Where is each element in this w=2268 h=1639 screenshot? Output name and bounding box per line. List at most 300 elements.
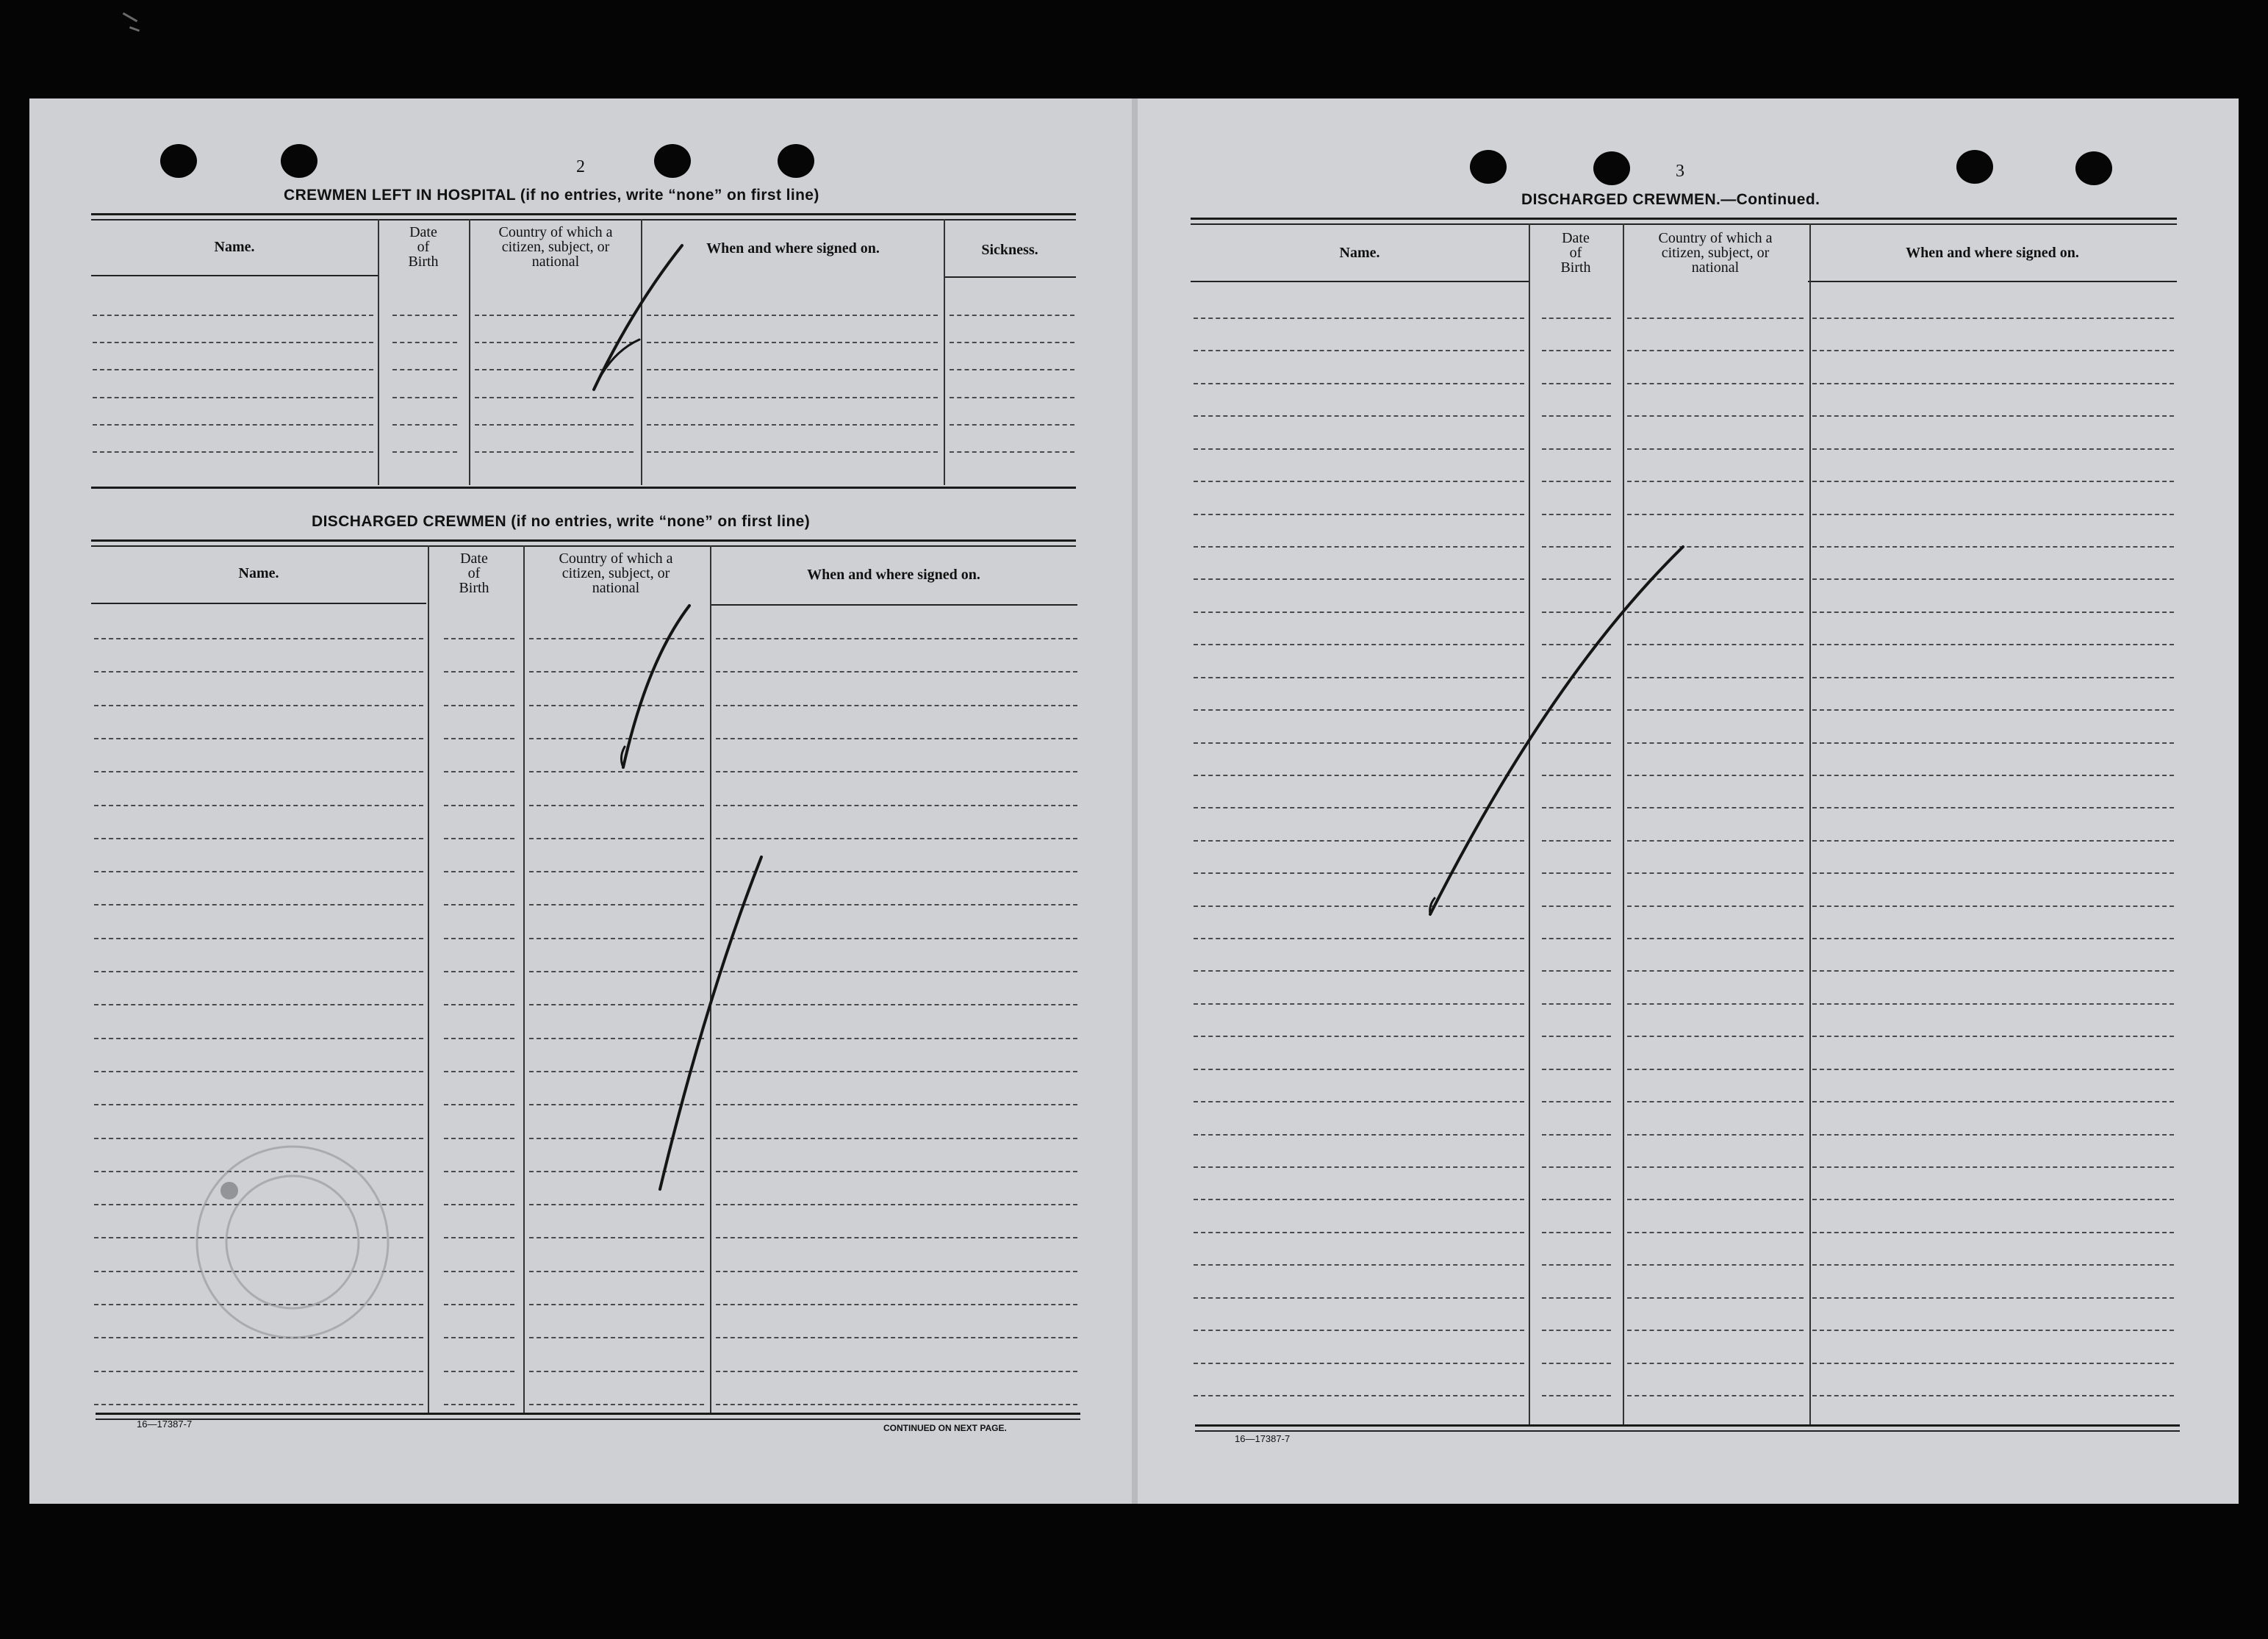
blank-entry-line	[1812, 514, 2174, 515]
blank-entry-line	[716, 705, 1077, 706]
punch-hole	[778, 144, 814, 178]
blank-entry-line	[1812, 677, 2174, 678]
blank-entry-line	[444, 1271, 514, 1272]
blank-entry-line	[1812, 612, 2174, 613]
blank-entry-line	[716, 1337, 1077, 1338]
blank-entry-line	[1194, 1069, 1524, 1070]
blank-entry-line	[1627, 1003, 1804, 1005]
blank-entry-line	[1542, 612, 1611, 613]
blank-entry-line	[94, 671, 423, 673]
blank-entry-line	[716, 1071, 1077, 1072]
blank-entry-line	[716, 1371, 1077, 1372]
blank-entry-line	[529, 938, 704, 939]
blank-entry-line	[94, 805, 423, 806]
blank-entry-line	[1812, 905, 2174, 907]
blank-entry-line	[529, 904, 704, 905]
continued-note: CONTINUED ON NEXT PAGE.	[883, 1423, 1007, 1433]
blank-entry-line	[1542, 318, 1611, 319]
blank-entry-line	[1542, 415, 1611, 417]
column-header-name: Name.	[1339, 245, 1380, 261]
blank-entry-line	[1812, 1134, 2174, 1136]
blank-entry-line	[1627, 415, 1804, 417]
blank-entry-line	[444, 805, 514, 806]
blank-entry-line	[444, 1138, 514, 1139]
blank-entry-line	[529, 871, 704, 872]
blank-entry-line	[529, 971, 704, 972]
blank-entry-line	[716, 1271, 1077, 1272]
blank-entry-line	[1194, 905, 1524, 907]
blank-entry-line	[1542, 546, 1611, 548]
blank-entry-line	[444, 1337, 514, 1338]
column-divider	[944, 219, 945, 485]
blank-entry-line	[1812, 1363, 2174, 1364]
column-header-sickness: Sickness.	[981, 242, 1038, 258]
blank-entry-line	[647, 315, 938, 316]
blank-entry-line	[1812, 578, 2174, 580]
table-top-rule	[91, 219, 1076, 220]
blank-entry-line	[1627, 1232, 1804, 1233]
form-number: 16—17387-7	[1235, 1433, 1291, 1444]
scan-speck	[123, 12, 138, 23]
blank-entry-line	[1542, 481, 1611, 482]
blank-entry-line	[1542, 1264, 1611, 1266]
blank-entry-line	[1627, 383, 1804, 384]
blank-entry-line	[1812, 1069, 2174, 1070]
blank-entry-line	[529, 705, 704, 706]
blank-entry-line	[1542, 383, 1611, 384]
blank-entry-line	[1194, 1395, 1524, 1396]
blank-entry-line	[529, 1004, 704, 1005]
table-top-rule	[1191, 223, 2177, 225]
column-divider	[523, 545, 525, 1413]
blank-entry-line	[1812, 383, 2174, 384]
blank-entry-line	[1627, 872, 1804, 874]
blank-entry-line	[1627, 448, 1804, 450]
blank-entry-line	[1542, 742, 1611, 744]
blank-entry-line	[1812, 938, 2174, 939]
blank-entry-line	[94, 1337, 423, 1338]
blank-entry-line	[1627, 938, 1804, 939]
blank-entry-line	[1194, 1363, 1524, 1364]
blank-entry-line	[1194, 1330, 1524, 1331]
blank-entry-line	[716, 971, 1077, 972]
blank-entry-line	[1812, 448, 2174, 450]
punch-hole	[2075, 151, 2112, 185]
blank-entry-line	[94, 904, 423, 905]
blank-entry-line	[444, 871, 514, 872]
blank-entry-line	[93, 369, 373, 370]
blank-entry-line	[529, 1304, 704, 1305]
blank-entry-line	[716, 638, 1077, 639]
blank-entry-line	[716, 805, 1077, 806]
page-fold	[1132, 98, 1138, 1504]
blank-entry-line	[1194, 383, 1524, 384]
blank-entry-line	[950, 315, 1074, 316]
blank-entry-line	[1627, 350, 1804, 351]
blank-entry-line	[94, 1138, 423, 1139]
blank-entry-line	[1194, 807, 1524, 808]
blank-entry-line	[444, 1304, 514, 1305]
blank-entry-line	[1542, 1134, 1611, 1136]
column-divider	[469, 219, 470, 485]
punch-hole	[1470, 150, 1507, 184]
blank-entry-line	[1542, 644, 1611, 645]
blank-entry-line	[444, 1237, 514, 1238]
blank-entry-line	[647, 451, 938, 453]
blank-entry-line	[1627, 970, 1804, 972]
blank-entry-line	[1812, 840, 2174, 842]
blank-entry-line	[1194, 742, 1524, 744]
blank-entry-line	[1542, 1069, 1611, 1070]
blank-entry-line	[950, 424, 1074, 426]
blank-entry-line	[444, 1171, 514, 1172]
blank-entry-line	[94, 1271, 423, 1272]
blank-entry-line	[94, 971, 423, 972]
page-number: 2	[576, 157, 585, 176]
blank-entry-line	[1812, 481, 2174, 482]
header-bottom-rule	[91, 275, 378, 276]
blank-entry-line	[1542, 905, 1611, 907]
column-header-country: Country of which a citizen, subject, or national	[498, 224, 613, 270]
column-header-name: Name.	[238, 565, 279, 581]
blank-entry-line	[1542, 1003, 1611, 1005]
blank-entry-line	[1194, 1134, 1524, 1136]
blank-entry-line	[1194, 546, 1524, 548]
blank-entry-line	[93, 397, 373, 398]
blank-entry-line	[529, 1404, 704, 1405]
blank-entry-line	[1812, 1232, 2174, 1233]
blank-entry-line	[1812, 775, 2174, 776]
blank-entry-line	[1627, 1395, 1804, 1396]
blank-entry-line	[1194, 578, 1524, 580]
blank-entry-line	[716, 938, 1077, 939]
blank-entry-line	[529, 1337, 704, 1338]
blank-entry-line	[475, 397, 634, 398]
blank-entry-line	[1627, 1297, 1804, 1299]
blank-entry-line	[475, 424, 634, 426]
blank-entry-line	[529, 1171, 704, 1172]
blank-entry-line	[1542, 872, 1611, 874]
blank-entry-line	[1627, 644, 1804, 645]
blank-entry-line	[950, 342, 1074, 343]
blank-entry-line	[1627, 905, 1804, 907]
blank-entry-line	[475, 315, 634, 316]
blank-entry-line	[1542, 840, 1611, 842]
blank-entry-line	[1542, 938, 1611, 939]
column-divider	[710, 545, 711, 1413]
blank-entry-line	[716, 1204, 1077, 1205]
blank-entry-line	[94, 871, 423, 872]
blank-entry-line	[716, 838, 1077, 839]
blank-entry-line	[392, 315, 457, 316]
blank-entry-line	[1812, 350, 2174, 351]
blank-entry-line	[94, 1204, 423, 1205]
right-page	[1136, 98, 2239, 1504]
column-divider	[1623, 223, 1624, 1426]
table-bottom-rule	[96, 1419, 1080, 1420]
column-header-signed-on: When and where signed on.	[706, 240, 880, 257]
column-divider	[1529, 223, 1530, 1426]
blank-entry-line	[1542, 350, 1611, 351]
blank-entry-line	[444, 904, 514, 905]
column-header-signed-on: When and where signed on.	[1906, 245, 2079, 261]
blank-entry-line	[950, 369, 1074, 370]
blank-entry-line	[1194, 1101, 1524, 1102]
blank-entry-line	[93, 451, 373, 453]
blank-entry-line	[444, 1104, 514, 1105]
punch-hole	[1956, 150, 1993, 184]
blank-entry-line	[1627, 578, 1804, 580]
blank-entry-line	[1194, 415, 1524, 417]
blank-entry-line	[1194, 481, 1524, 482]
blank-entry-line	[1194, 677, 1524, 678]
blank-entry-line	[93, 315, 373, 316]
blank-entry-line	[392, 397, 457, 398]
scan-speck	[129, 26, 140, 32]
blank-entry-line	[94, 1038, 423, 1039]
blank-entry-line	[1627, 1036, 1804, 1037]
blank-entry-line	[1542, 1395, 1611, 1396]
table-bottom-rule	[96, 1413, 1080, 1415]
blank-entry-line	[444, 1071, 514, 1072]
blank-entry-line	[1812, 1003, 2174, 1005]
blank-entry-line	[1194, 1166, 1524, 1168]
blank-entry-line	[93, 424, 373, 426]
blank-entry-line	[444, 1371, 514, 1372]
blank-entry-line	[1627, 742, 1804, 744]
blank-entry-line	[1812, 807, 2174, 808]
blank-entry-line	[1627, 1069, 1804, 1070]
blank-entry-line	[1542, 1363, 1611, 1364]
blank-entry-line	[444, 1004, 514, 1005]
blank-entry-line	[392, 342, 457, 343]
blank-entry-line	[1542, 970, 1611, 972]
table-bottom-rule	[1195, 1430, 2180, 1432]
blank-entry-line	[475, 369, 634, 370]
blank-entry-line	[1194, 872, 1524, 874]
blank-entry-line	[529, 1371, 704, 1372]
blank-entry-line	[1812, 1297, 2174, 1299]
table-top-rule	[91, 545, 1076, 547]
blank-entry-line	[1627, 1363, 1804, 1364]
blank-entry-line	[716, 771, 1077, 772]
header-bottom-rule	[1808, 281, 2177, 282]
blank-entry-line	[1627, 546, 1804, 548]
column-header-name: Name.	[214, 239, 255, 255]
blank-entry-line	[444, 1404, 514, 1405]
blank-entry-line	[529, 1138, 704, 1139]
blank-entry-line	[647, 369, 938, 370]
blank-entry-line	[444, 938, 514, 939]
blank-entry-line	[94, 1237, 423, 1238]
blank-entry-line	[1542, 448, 1611, 450]
blank-entry-line	[1194, 1199, 1524, 1200]
blank-entry-line	[94, 1304, 423, 1305]
blank-entry-line	[647, 397, 938, 398]
blank-entry-line	[647, 342, 938, 343]
blank-entry-line	[529, 1071, 704, 1072]
blank-entry-line	[94, 1104, 423, 1105]
punch-hole	[160, 144, 197, 178]
blank-entry-line	[1542, 1036, 1611, 1037]
blank-entry-line	[1542, 514, 1611, 515]
blank-entry-line	[1627, 775, 1804, 776]
blank-entry-line	[716, 1404, 1077, 1405]
blank-entry-line	[1194, 1232, 1524, 1233]
column-divider	[428, 545, 429, 1413]
blank-entry-line	[94, 838, 423, 839]
blank-entry-line	[444, 1038, 514, 1039]
blank-entry-line	[716, 1038, 1077, 1039]
blank-entry-line	[475, 342, 634, 343]
blank-entry-line	[93, 342, 373, 343]
discharged-section-title: DISCHARGED CREWMEN (if no entries, write “none” on first line)	[312, 513, 811, 530]
blank-entry-line	[1194, 1036, 1524, 1037]
form-number: 16—17387-7	[137, 1419, 193, 1430]
blank-entry-line	[1812, 970, 2174, 972]
table-top-rule	[91, 539, 1076, 542]
blank-entry-line	[1542, 1199, 1611, 1200]
blank-entry-line	[444, 638, 514, 639]
blank-entry-line	[1812, 644, 2174, 645]
blank-entry-line	[716, 1237, 1077, 1238]
blank-entry-line	[716, 871, 1077, 872]
blank-entry-line	[1542, 1330, 1611, 1331]
table-bottom-rule	[91, 487, 1076, 489]
blank-entry-line	[1194, 318, 1524, 319]
blank-entry-line	[529, 738, 704, 739]
blank-entry-line	[1627, 481, 1804, 482]
column-header-date-of-birth: Date of Birth	[408, 224, 439, 270]
blank-entry-line	[529, 771, 704, 772]
header-bottom-rule	[1191, 281, 1529, 282]
left-page	[29, 98, 1133, 1504]
column-divider	[378, 219, 379, 485]
blank-entry-line	[1542, 1101, 1611, 1102]
blank-entry-line	[1194, 1297, 1524, 1299]
punch-hole	[281, 144, 317, 178]
blank-entry-line	[1627, 318, 1804, 319]
blank-entry-line	[1812, 318, 2174, 319]
blank-entry-line	[1194, 1003, 1524, 1005]
blank-entry-line	[94, 705, 423, 706]
blank-entry-line	[1627, 709, 1804, 711]
blank-entry-line	[1627, 1199, 1804, 1200]
blank-entry-line	[444, 971, 514, 972]
blank-entry-line	[444, 705, 514, 706]
blank-entry-line	[716, 671, 1077, 673]
blank-entry-line	[716, 1304, 1077, 1305]
blank-entry-line	[444, 1204, 514, 1205]
blank-entry-line	[529, 1038, 704, 1039]
blank-entry-line	[94, 938, 423, 939]
blank-entry-line	[94, 1371, 423, 1372]
blank-entry-line	[1542, 709, 1611, 711]
blank-entry-line	[1812, 1036, 2174, 1037]
blank-entry-line	[444, 771, 514, 772]
blank-entry-line	[1542, 807, 1611, 808]
blank-entry-line	[529, 1204, 704, 1205]
blank-entry-line	[950, 451, 1074, 453]
blank-entry-line	[1194, 970, 1524, 972]
table-top-rule	[91, 213, 1076, 215]
blank-entry-line	[1194, 840, 1524, 842]
blank-entry-line	[1542, 1232, 1611, 1233]
discharged-continued-title: DISCHARGED CREWMEN.—Continued.	[1521, 191, 1820, 208]
blank-entry-line	[94, 771, 423, 772]
blank-entry-line	[1194, 612, 1524, 613]
column-header-country: Country of which a citizen, subject, or national	[1658, 230, 1773, 276]
blank-entry-line	[475, 451, 634, 453]
punch-hole	[654, 144, 691, 178]
blank-entry-line	[444, 738, 514, 739]
blank-entry-line	[1194, 644, 1524, 645]
blank-entry-line	[529, 1271, 704, 1272]
blank-entry-line	[529, 805, 704, 806]
blank-entry-line	[1627, 1166, 1804, 1168]
blank-entry-line	[1812, 872, 2174, 874]
blank-entry-line	[1194, 448, 1524, 450]
blank-entry-line	[716, 738, 1077, 739]
blank-entry-line	[1627, 1264, 1804, 1266]
blank-entry-line	[1627, 1101, 1804, 1102]
table-bottom-rule	[1195, 1424, 2180, 1427]
blank-entry-line	[716, 1171, 1077, 1172]
column-divider	[1809, 223, 1811, 1426]
blank-entry-line	[444, 838, 514, 839]
blank-entry-line	[1812, 742, 2174, 744]
blank-entry-line	[1812, 1101, 2174, 1102]
page-number: 3	[1676, 162, 1684, 181]
blank-entry-line	[1812, 1264, 2174, 1266]
blank-entry-line	[1812, 709, 2174, 711]
blank-entry-line	[1812, 1395, 2174, 1396]
blank-entry-line	[716, 1104, 1077, 1105]
blank-entry-line	[1812, 1330, 2174, 1331]
blank-entry-line	[1542, 578, 1611, 580]
blank-entry-line	[1542, 1166, 1611, 1168]
blank-entry-line	[1812, 546, 2174, 548]
blank-entry-line	[94, 1071, 423, 1072]
blank-entry-line	[1812, 1166, 2174, 1168]
blank-entry-line	[716, 1138, 1077, 1139]
blank-entry-line	[1627, 1330, 1804, 1331]
blank-entry-line	[1194, 1264, 1524, 1266]
column-divider	[641, 219, 642, 485]
blank-entry-line	[529, 1104, 704, 1105]
blank-entry-line	[647, 424, 938, 426]
blank-entry-line	[529, 638, 704, 639]
table-top-rule	[1191, 218, 2177, 220]
hospital-section-title: CREWMEN LEFT IN HOSPITAL (if no entries, write “none” on first line)	[284, 187, 819, 204]
blank-entry-line	[1627, 807, 1804, 808]
blank-entry-line	[1542, 775, 1611, 776]
blank-entry-line	[94, 638, 423, 639]
blank-entry-line	[1812, 1199, 2174, 1200]
blank-entry-line	[1627, 612, 1804, 613]
header-bottom-rule	[91, 603, 426, 604]
blank-entry-line	[1194, 350, 1524, 351]
blank-entry-line	[94, 1171, 423, 1172]
blank-entry-line	[529, 671, 704, 673]
blank-entry-line	[1542, 1297, 1611, 1299]
blank-entry-line	[1627, 514, 1804, 515]
punch-hole	[1593, 151, 1630, 185]
blank-entry-line	[1627, 840, 1804, 842]
column-header-signed-on: When and where signed on.	[807, 567, 980, 583]
blank-entry-line	[94, 1404, 423, 1405]
blank-entry-line	[1812, 415, 2174, 417]
